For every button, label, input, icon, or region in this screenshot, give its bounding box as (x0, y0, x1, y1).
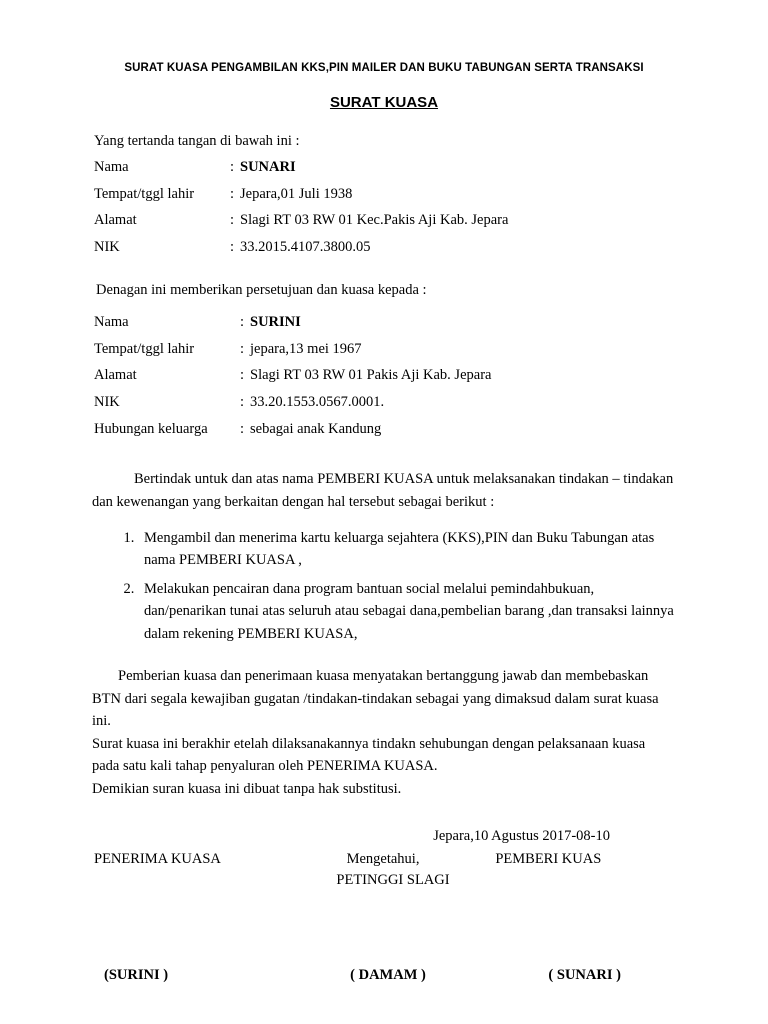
signature-name-grantor: ( SUNARI ) (548, 967, 621, 984)
field-label: Nama (94, 314, 129, 331)
intro-line: Yang tertanda tangan di bawah ini : (94, 133, 300, 149)
closing-paragraph-1: Pemberian kuasa dan penerimaan kuasa menyatakan bertanggung jawab dan membebaskan BTN dari segala kewajiban gugatan /tindakan-tindakan sebagai yang dimaksud dalam surat kuasa ini. (92, 668, 659, 730)
delegation-line: Denagan ini memberikan persetujuan dan kuasa kepada : (96, 282, 427, 299)
document-header: SURAT KUASA PENGAMBILAN KKS,PIN MAILER DAN BUKU TABUNGAN SERTA TRANSAKSI (124, 62, 644, 74)
field-separator: : (240, 367, 245, 384)
table-row (94, 238, 508, 265)
field-value: 33.20.1553.0567.0001. (250, 393, 385, 410)
field-value: sebagai anak Kandung (250, 420, 382, 437)
closing-paragraph-3: Demikian suran kuasa ini dibuat tanpa hak substitusi. (92, 780, 402, 797)
field-label: Hubungan keluarga (94, 420, 208, 437)
signature-names-row (92, 967, 676, 984)
signature-name-receiver: (SURINI ) (104, 967, 169, 984)
field-separator: : (230, 212, 235, 229)
field-separator: : (230, 159, 235, 175)
table-row (94, 313, 491, 340)
field-label: Tempat/tggl lahir (94, 340, 195, 357)
table-row (94, 393, 491, 420)
closing-paragraph-2: Surat kuasa ini berakhir etelah dilaksanakannya tindakn sehubungan dengan pelaksanaan kuasa pada satu kali tahap penyaluran oleh PENERIMA KUASA. (92, 735, 646, 775)
field-value: Slagi RT 03 RW 01 Kec.Pakis Aji Kab. Jepara (240, 212, 509, 229)
field-label: Tempat/tggl lahir (94, 185, 195, 202)
field-label: NIK (94, 238, 120, 255)
place-and-date: Jepara,10 Agustus 2017-08-10 (433, 828, 610, 845)
field-label: Nama (94, 159, 129, 175)
body-section (92, 468, 676, 645)
field-value: 33.2015.4107.3800.05 (240, 238, 371, 255)
field-separator: : (240, 393, 245, 410)
signature-label-receiver: PENERIMA KUASA (94, 851, 221, 868)
field-label: NIK (94, 393, 120, 410)
table-row (94, 366, 491, 393)
list-item: 1. Mengambil dan menerima kartu keluarga sejahtera (KKS),PIN dan Buku Tabungan atas nama PEMBERI KUASA , (138, 527, 676, 572)
grantee-field-table (94, 313, 491, 446)
list-item: 2. Melakukan pencairan dana program bantuan social melalui pemindahbukuan, dan/penarikan tunai atas seluruh atau sebagai dana,pembelian barang ,dan transaksi lainnya dalam rekening PEMBERI KUASA, (138, 578, 676, 645)
field-value: Slagi RT 03 RW 01 Pakis Aji Kab. Jepara (250, 367, 492, 384)
signature-label-grantor: PEMBERI KUAS (495, 851, 602, 868)
table-row (94, 158, 508, 185)
field-separator: : (240, 420, 245, 437)
table-row (94, 420, 491, 447)
closing-section (92, 665, 676, 800)
field-label: Alamat (94, 212, 137, 229)
grantor-field-table (94, 158, 508, 264)
table-row (94, 340, 491, 367)
field-value: SUNARI (240, 159, 296, 175)
field-value: jepara,13 mei 1967 (250, 340, 362, 357)
field-value: SURINI (250, 314, 301, 331)
signature-sublabel-witness: PETINGGI SLAGI (336, 872, 450, 889)
authority-list (92, 527, 676, 645)
table-row (94, 211, 508, 238)
table-row (94, 185, 508, 212)
signature-label-witness: Mengetahui, (346, 851, 420, 868)
field-separator: : (230, 185, 235, 202)
field-value: Jepara,01 Juli 1938 (240, 185, 353, 202)
field-separator: : (240, 314, 245, 331)
field-separator: : (230, 238, 235, 255)
field-separator: : (240, 340, 245, 357)
signature-name-witness: ( DAMAM ) (350, 967, 426, 984)
body-intro-paragraph: Bertindak untuk dan atas nama PEMBERI KUASA untuk melaksanakan tindakan – tindakan dan kewenangan yang berkaitan dengan hal tersebut sebagai berikut : (92, 471, 674, 510)
field-label: Alamat (94, 367, 137, 384)
signature-labels-row (92, 851, 676, 868)
page-title: SURAT KUASA (329, 94, 439, 111)
